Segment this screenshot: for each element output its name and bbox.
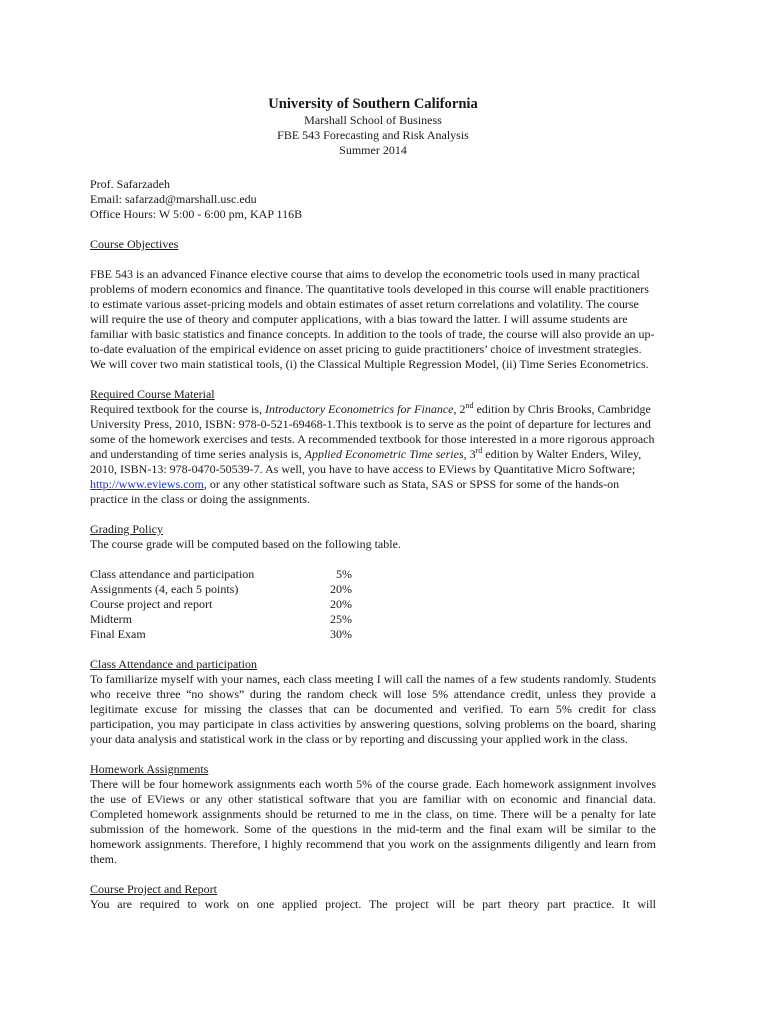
university-name: University of Southern California [268, 96, 478, 112]
project-heading: Course Project and Report [90, 882, 217, 896]
materials-body [90, 402, 656, 507]
term: Summer 2014 [339, 143, 407, 157]
grade-item: Course project and report [90, 597, 213, 611]
materials-text-1: Required textbook for the course is, [90, 402, 265, 416]
instructor-email: Email: safarzad@marshall.usc.edu [90, 192, 257, 206]
syllabus-page [90, 0, 656, 912]
materials-text-6: , or any other statistical software such as Stata, SAS or SPSS for some of the hands-on practice in the class or doing the assignments. [90, 477, 620, 506]
project-body: You are required to work on one applied project. The project will be part theory part practice. It will [90, 897, 656, 911]
title-block [90, 95, 656, 158]
grading-table [90, 567, 656, 642]
grading-heading: Grading Policy [90, 522, 163, 536]
materials-text-3: edition by Chris Brooks, Cambridge University Press, 2010, ISBN: 978-0-521-69468-1.This textbook is to serve as the point of departure for lectures and some of the homework exercises and tests. A recommended textbook for those interested in a more rigorous approach and understanding of time series analysis is, [90, 402, 655, 461]
grade-weight: 20% [330, 582, 352, 596]
grade-row [90, 582, 656, 597]
homework-heading: Homework Assignments [90, 762, 209, 776]
recommended-book-title: Applied Econometric Time series, [304, 447, 467, 461]
edition-superscript: nd [465, 401, 474, 410]
instructor-info [90, 177, 656, 222]
grade-weight: 20% [330, 597, 352, 611]
edition-superscript: rd [475, 446, 483, 455]
grade-row [90, 567, 656, 582]
materials-text-2: 2 [456, 402, 466, 416]
grade-row [90, 627, 656, 642]
materials-text-5: edition by Walter Enders, Wiley, 2010, ISBN-13: 978-0470-50539-7. As well, you have to have access to EViews by Quantitative Micro Software; [90, 447, 642, 476]
grading-intro: The course grade will be computed based on the following table. [90, 537, 401, 551]
grade-item: Assignments (4, each 5 points) [90, 582, 239, 596]
grade-weight: 5% [336, 567, 352, 581]
homework-body: There will be four homework assignments each worth 5% of the course grade. Each homework assignment involves the use of EViews or any other statistical software that you are familiar with on economic and financial data. Completed homework assignments should be returned to me in the class, on time. There will be a penalty for late submission of the homework. Some of the questions in the mid-term and the final exam will be similar to the homework assignments. Therefore, I highly recommend that you work on the assignments diligently and learn from them. [90, 777, 656, 866]
eviews-link[interactable]: http://www.eviews.com [90, 477, 204, 491]
instructor-name: Prof. Safarzadeh [90, 177, 170, 191]
grade-item: Class attendance and participation [90, 567, 255, 581]
grade-weight: 30% [330, 627, 352, 641]
attendance-body: To familiarize myself with your names, each class meeting I will call the names of a few students randomly. Students who receive three “no shows” during the random check will lose 5% attendance credit, unless they provide a legitimate excuse for missing the classes that can be documented and verified. To earn 5% credit for class participation, you may participate in class activities by answering questions, solving problems on the board, sharing your data analysis and statistical work in the class or by reporting and discussing your applied work in the class. [90, 672, 656, 746]
school-name: Marshall School of Business [304, 113, 442, 127]
objectives-heading: Course Objectives [90, 237, 179, 251]
office-hours: Office Hours: W 5:00 - 6:00 pm, KAP 116B [90, 207, 303, 221]
grade-item: Final Exam [90, 627, 146, 641]
grade-row [90, 612, 656, 627]
grade-row [90, 597, 656, 612]
grade-item: Midterm [90, 612, 132, 626]
materials-text-4: 3 [466, 447, 476, 461]
grade-weight: 25% [330, 612, 352, 626]
textbook-title: Introductory Econometrics for Finance, [264, 402, 457, 416]
materials-heading: Required Course Material [90, 387, 215, 401]
course-title: FBE 543 Forecasting and Risk Analysis [277, 128, 469, 142]
attendance-heading: Class Attendance and participation [90, 657, 257, 671]
objectives-body: FBE 543 is an advanced Finance elective course that aims to develop the econometric tools used in many practical problems of modern economics and finance. The quantitative tools developed in this course will enable practitioners to estimate various asset-pricing models and obtain estimates of asset return correlations and volatility. The course will require the use of theory and computer applications, with a bias toward the latter. I will assume students are familiar with basic statistics and finance concepts. In addition to the tools of trade, the course will also provide an up-to-date evaluation of the empirical evidence on asset pricing to guide practitioners’ choice of investment strategies. We will cover two main statistical tools, (i) the Classical Multiple Regression Model, (ii) Time Series Econometrics. [90, 267, 655, 371]
